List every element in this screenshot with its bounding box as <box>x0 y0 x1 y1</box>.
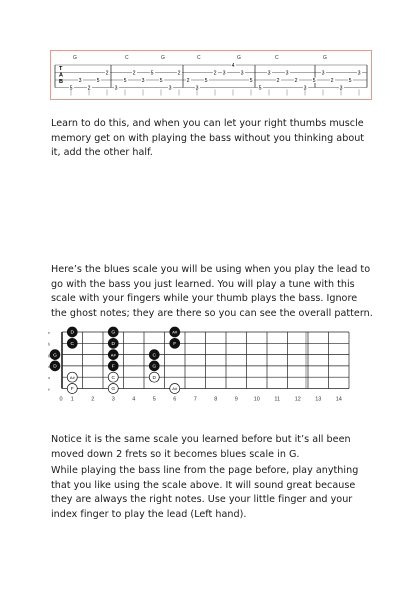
string-name-label: b <box>48 341 51 347</box>
tab-fret-number: 3 <box>267 70 271 77</box>
fret-number-label: 1 <box>70 396 74 403</box>
tab-fret-number: 3 <box>141 78 145 84</box>
tab-fret-number: 5 <box>69 85 73 92</box>
tab-fret-number: 2 <box>294 78 298 84</box>
note-label: A# <box>69 374 75 380</box>
note-label: C <box>111 375 115 381</box>
tab-fret-number: 2 <box>276 78 280 84</box>
tab-fret-number: 5 <box>348 78 352 84</box>
note-label: G <box>152 364 157 370</box>
tab-fret-number: 5 <box>204 78 208 84</box>
tab-chord-mark: G <box>237 55 241 61</box>
tab-fret-number: 2 <box>213 70 217 77</box>
note-label: C <box>152 353 156 359</box>
note-label: F <box>111 364 115 370</box>
tab-fret-number: 5 <box>123 78 127 84</box>
tab-fret-number: 3 <box>168 85 172 92</box>
tab-fret-number: 5 <box>96 78 100 84</box>
tab-fret-number: 2 <box>87 85 91 92</box>
tab-clef-letter: A <box>59 72 63 79</box>
string-name-label: g <box>48 352 51 358</box>
tab-chord-mark: G <box>323 55 327 61</box>
tab-chord-mark: C <box>125 55 129 61</box>
note-label: D <box>70 330 74 336</box>
tab-fret-number: 3 <box>78 78 82 84</box>
tab-fret-number: 5 <box>258 85 262 92</box>
note-label: A# <box>172 386 178 392</box>
tab-fret-number: 2 <box>177 70 181 77</box>
fret-number-label: 0 <box>59 396 63 403</box>
fret-number-label: 10 <box>253 396 260 403</box>
tab-chord-mark: G <box>161 55 165 61</box>
tab-chord-mark: G <box>73 55 77 61</box>
tab-chord-mark: C <box>275 55 279 61</box>
note-label: F <box>173 342 177 347</box>
tab-clef-letter: B <box>59 79 63 85</box>
fretboard-diagram <box>40 322 360 418</box>
fret-number-label: 5 <box>152 396 156 403</box>
fret-number-label: 12 <box>294 396 301 403</box>
note-label: D <box>152 375 156 381</box>
tab-chord-mark: C <box>197 55 201 61</box>
tab-fret-number: 3 <box>114 85 118 92</box>
tab-fret-number: 2 <box>105 70 109 77</box>
paragraph-notice: Notice it is the same scale you learned before but it’s all been moved down 2 frets so it becomes blues scale in G. <box>51 434 351 460</box>
tab-notation-box <box>50 50 372 100</box>
tab-fret-number: 3 <box>195 85 199 92</box>
note-label: G <box>53 353 57 359</box>
note-label: C <box>70 342 74 347</box>
tab-fret-number: 2 <box>132 70 136 77</box>
tab-fret-number: 5 <box>159 78 163 84</box>
note-label: G <box>111 330 116 336</box>
string-name-label: a <box>48 375 50 381</box>
tab-fret-number: 3 <box>339 85 343 92</box>
string-name-label: e <box>48 330 50 335</box>
tab-fret-number: 2 <box>330 78 334 84</box>
tab-fret-number: 5 <box>312 78 316 84</box>
tab-fret-number: 4 <box>231 63 235 69</box>
note-label: D <box>53 364 57 370</box>
fret-number-label: 6 <box>173 396 177 403</box>
tab-fret-number: 5 <box>150 70 154 77</box>
tab-fret-number: 3 <box>303 85 307 92</box>
tab-fret-number: 3 <box>285 70 289 77</box>
fret-number-label: 3 <box>111 396 115 403</box>
fret-number-label: 8 <box>214 396 218 403</box>
paragraph-instructions: While playing the bass line from the page before, play anything that you like using the scale above. It will sound great because they are always the right notes. Use your little finger and your index finger to play the lead (Left hand). <box>51 465 359 520</box>
note-label: G <box>111 387 116 393</box>
fret-number-label: 11 <box>274 396 281 403</box>
note-label: A# <box>110 352 116 358</box>
tab-fret-number: 3 <box>222 70 226 77</box>
tab-fret-number: 3 <box>357 70 361 77</box>
fret-number-label: 9 <box>234 396 238 403</box>
tab-clef-letter: T <box>59 66 63 72</box>
note-label: D <box>111 342 115 347</box>
tab-fret-number: 3 <box>321 70 325 77</box>
string-name-label: e <box>48 386 50 392</box>
fret-number-label: 4 <box>132 396 136 403</box>
note-label: A# <box>172 329 178 335</box>
tab-fret-number: 3 <box>240 70 244 77</box>
string-name-label: d <box>48 363 51 369</box>
fret-number-label: 13 <box>315 396 322 403</box>
tab-staff <box>51 51 371 99</box>
tab-fret-number: 2 <box>186 78 190 84</box>
paragraph-blues-scale: Here’s the blues scale you will be using when you play the lead to go with the bass you just learned. You will play a tune with this scale with your fingers while your thumb plays the bass. Ignore the ghost notes; they are there so you can see the overall pattern. <box>51 264 373 319</box>
fret-number-label: 2 <box>91 396 95 403</box>
note-label: F <box>70 387 74 393</box>
tab-fret-number: 5 <box>249 78 253 84</box>
fret-number-label: 7 <box>193 396 197 403</box>
paragraph-intro: Learn to do this, and when you can let your right thumbs muscle memory get on with playing the bass without you thinking about it, add the other half. <box>51 118 365 159</box>
fret-number-label: 14 <box>335 396 342 403</box>
